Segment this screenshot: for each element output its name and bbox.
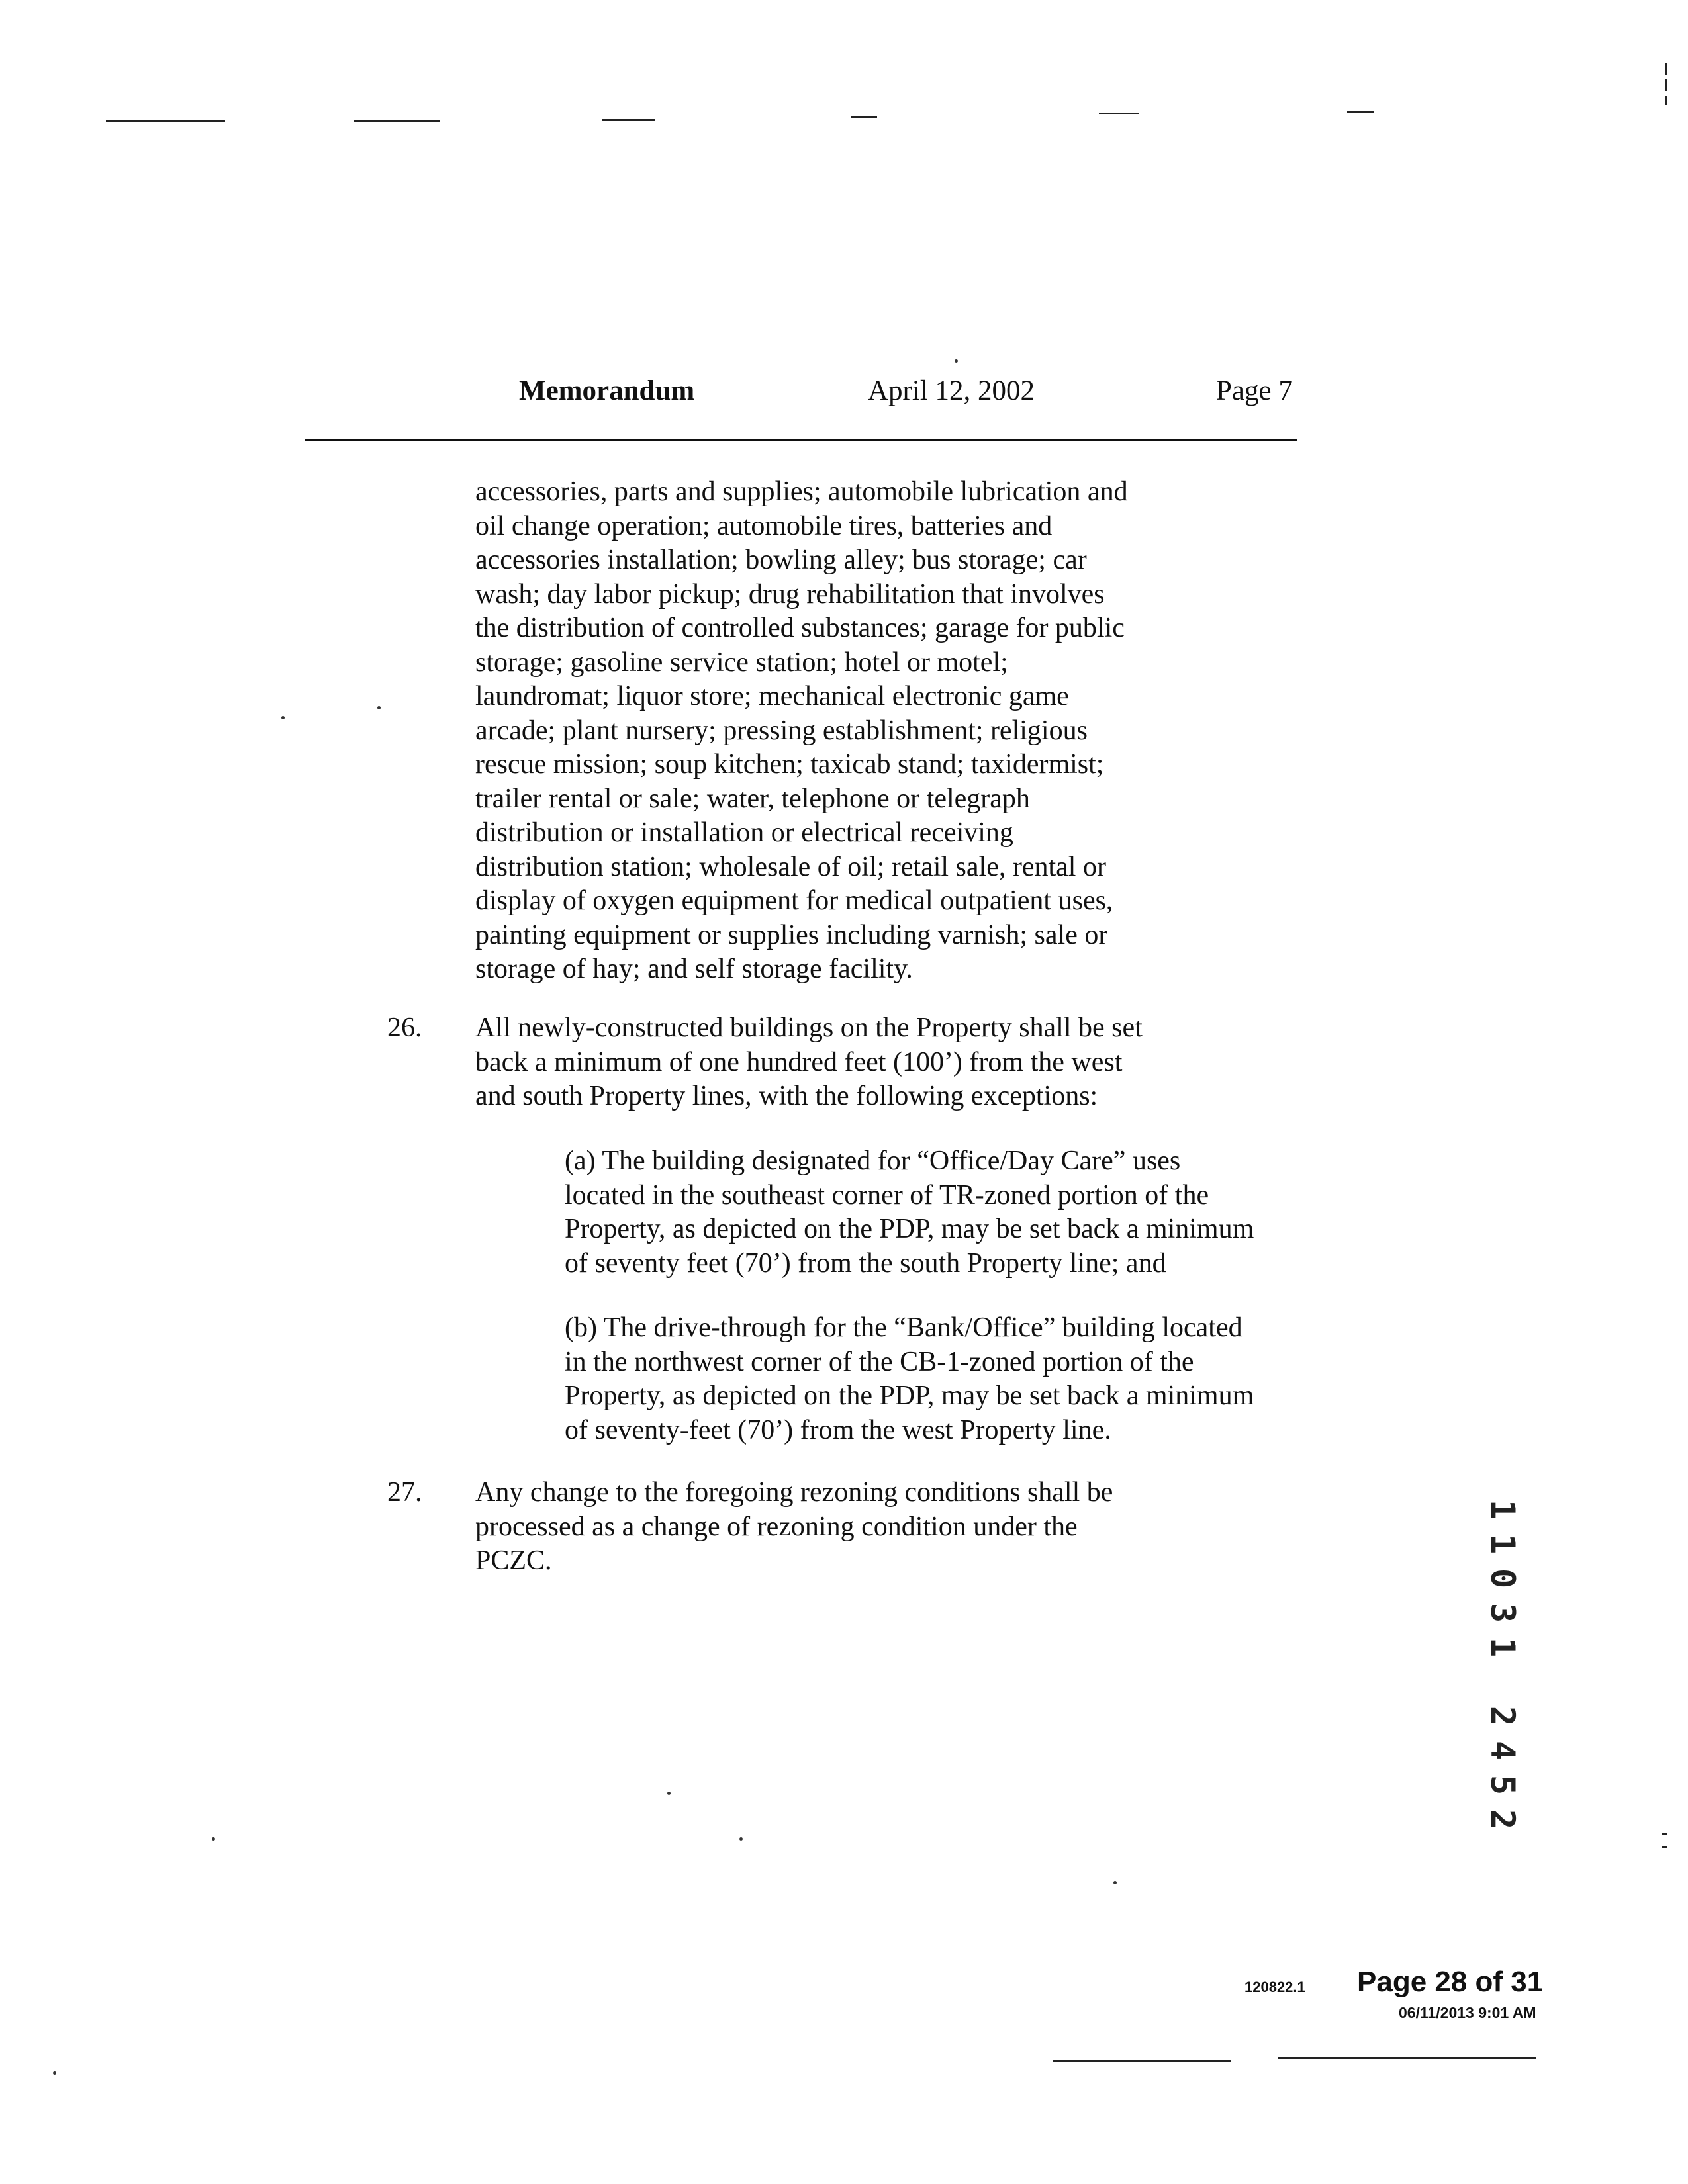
text-line: laundromat; liquor store; mechanical electronic game [475, 681, 1069, 711]
text-line: wash; day labor pickup; drug rehabilitation that involves [475, 578, 1105, 610]
stamp-digit: 1 [1483, 1533, 1522, 1555]
text-line: distribution or installation or electrical receiving [475, 817, 1013, 848]
text-line: storage of hay; and self storage facility. [475, 954, 913, 984]
text-line: arcade; plant nursery; pressing establishment; religious [475, 715, 1088, 746]
text-line: (a) The building designated for “Office/Day Care” uses [565, 1146, 1181, 1176]
text-line: Property, as depicted on the PDP, may be set back a minimum [565, 1214, 1254, 1244]
text-line: distribution station; wholesale of oil; retail sale, rental or [475, 851, 1106, 882]
text-line: rescue mission; soup kitchen; taxicab stand; taxidermist; [475, 749, 1104, 780]
item-26-subclause-b [565, 1311, 1254, 1447]
scan-mark [602, 119, 655, 121]
item-number-27: 27. [387, 1477, 422, 1508]
text-line: trailer rental or sale; water, telephone or telegraph [475, 783, 1030, 814]
scan-mark [1662, 1846, 1667, 1848]
stamp-digit: 1 [1483, 1637, 1522, 1658]
text-line: of seventy-feet (70’) from the west Property line. [565, 1414, 1111, 1445]
item-26-subclause-a [565, 1144, 1254, 1281]
scan-mark [354, 120, 440, 122]
scan-speck [955, 359, 958, 363]
text-line: oil change operation; automobile tires, batteries and [475, 510, 1053, 541]
scan-speck [53, 2071, 56, 2075]
recording-stamp [1479, 1492, 1526, 1837]
text-line: located in the southeast corner of TR-zoned portion of the [565, 1179, 1209, 1210]
footer-rule [1278, 2057, 1536, 2059]
text-line: of seventy feet (70’) from the south Property line; and [565, 1248, 1166, 1279]
text-line: accessories, parts and supplies; automobile lubrication and [475, 477, 1128, 507]
scan-mark [1665, 63, 1667, 75]
stamp-digit: 5 [1483, 1774, 1522, 1796]
text-line: PCZC. [475, 1545, 552, 1576]
text-line: painting equipment or supplies including varnish; sale or [475, 919, 1108, 950]
text-line: accessories installation; bowling alley; bus storage; car [475, 545, 1087, 575]
text-line: the distribution of controlled substances; garage for public [475, 613, 1125, 643]
paragraph-25-continued [475, 475, 1128, 987]
scan-speck [212, 1837, 215, 1841]
memo-title: Memorandum [519, 375, 695, 406]
text-line: back a minimum of one hundred feet (100’) from the west [475, 1046, 1123, 1077]
stamp-digit: 3 [1483, 1602, 1522, 1623]
text-line: (b) The drive-through for the “Bank/Office” building located [565, 1312, 1243, 1343]
item-number-26: 26. [387, 1013, 422, 1043]
text-line: and south Property lines, with the following exceptions: [475, 1081, 1098, 1111]
text-line: All newly-constructed buildings on the Property shall be set [475, 1013, 1143, 1043]
item-27-text [475, 1476, 1113, 1578]
stamp-digit: 2 [1483, 1706, 1522, 1727]
text-line: in the northwest corner of the CB-1-zoned portion of the [565, 1346, 1194, 1377]
recording-timestamp: 06/11/2013 9:01 AM [1399, 2004, 1536, 2021]
stamp-digit: 1 [1483, 1499, 1522, 1520]
document-id: 120822.1 [1244, 1979, 1305, 1995]
scan-speck [1113, 1881, 1117, 1884]
stamp-digit: 4 [1483, 1740, 1522, 1761]
scan-speck [667, 1792, 671, 1795]
scan-mark [1662, 1833, 1667, 1835]
scan-mark [1347, 111, 1374, 113]
text-line: Property, as depicted on the PDP, may be set back a minimum [565, 1381, 1254, 1411]
scan-mark [1665, 79, 1667, 91]
stamp-digit: 2 [1483, 1809, 1522, 1830]
header-rule [305, 439, 1297, 441]
scan-mark [1099, 113, 1139, 114]
text-line: Any change to the foregoing rezoning conditions shall be [475, 1477, 1113, 1508]
recording-page-count: Page 28 of 31 [1357, 1966, 1544, 1998]
footer-rule [1053, 2060, 1231, 2062]
text-line: display of oxygen equipment for medical outpatient uses, [475, 886, 1113, 916]
stamp-digit: 0 [1483, 1568, 1522, 1589]
scan-speck [281, 716, 285, 719]
memo-date: April 12, 2002 [868, 375, 1035, 406]
scan-speck [377, 706, 381, 709]
text-line: processed as a change of rezoning condition under the [475, 1511, 1078, 1542]
scan-mark [1665, 96, 1667, 105]
text-line: storage; gasoline service station; hotel or motel; [475, 647, 1008, 678]
scan-speck [739, 1837, 743, 1841]
scan-mark [106, 120, 225, 122]
memo-page-number: Page 7 [1216, 375, 1293, 406]
item-26-text [475, 1011, 1143, 1114]
scan-mark [851, 116, 877, 118]
